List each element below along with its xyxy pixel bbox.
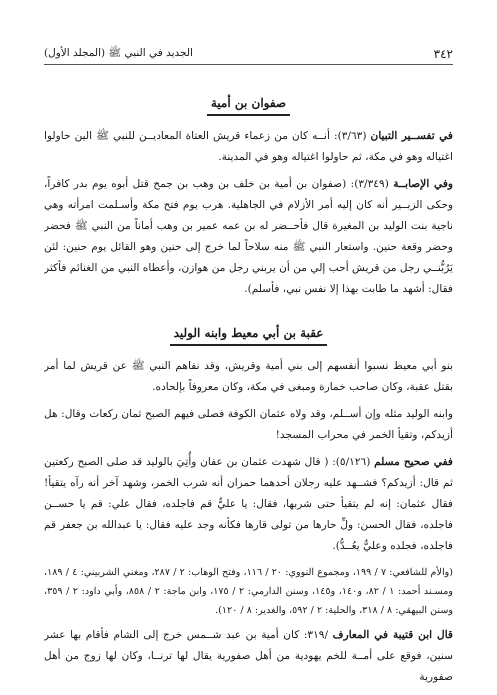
page-body [44,70,453,685]
paragraph [44,625,453,685]
page-number: ٣٤٢ [433,47,453,61]
section-heading [44,322,453,346]
paragraph-lead: في تفســير التبيان [370,130,453,142]
paragraph-text: بنو أبي معيط نسبوا أنفسهم إلى بني أمية وقريش، وقد نفاهم النبي ﷺ عن قريش لما أمر بقتل عقبة، وكان صاحب خمارة ومبغى في مكة، وكان معروفاً بإلحاده. [44,360,453,393]
section-title: صفوان بن أمية [207,96,290,116]
references-paragraph [44,563,453,620]
book-title: الجديد في النبي ﷺ (المجلد الأول) [44,46,193,59]
references-text: (والأم للشافعي: ٧ / ١٩٩، ومجموع النووي: ٢٠ / ١١٦، وفتح الوهاب: ٢ / ٢٨٧، ومغني الشربيني: ٤ / ١٨٩، ومسـند أحمد: ١ / ٨٢، و١٤٠، و١٤٥، وسنن الدارمي: ٢ / ١٧٥، وابن ماجة: ٢ / ٨٥٨، وأبي داود: ٢ / ٣٥٩، وسنن البيهقي: ٨ / ٣١٨، والحلية: ٢ / ٥٩٢، والغدير: ٨ / ١٢٠). [44,567,453,616]
paragraph [44,126,453,168]
section-heading [44,92,453,116]
paragraph-lead: قال ابن قتيبة في المعارف [332,629,453,641]
paragraph-text: /٣١٩: كان أمية بن عبد شــمس خرج إلى الشام فأقام بها عشر سنين، فوقع على أمــة للخم يهودية من أهل صفورية يقال لها ترنــا، وكان لها زوج من أهل صفورية [44,629,453,683]
paragraph-lead: وفي الإصابــة [393,178,453,190]
paragraph-text: وابنه الوليد مثله وإن أســلم، وقد ولاه عثمان الكوفة فصلى فيهم الصبح ثمان ركعات وقال: هل أزيدكم، وتقيأ الخمر في محراب المسجد! [44,408,453,441]
paragraph-text: (٣/٣٤٩): (صفوان بن أمية بن خلف بن وهب بن جمح قتل أبوه يوم بدر كافراً، وحكى الزبــير أنه كان إليه أمر الأزلام في الجاهلية. هرب يوم فتح مكة وأسـلمت امرأته وهي ناجية بنت الوليد بن المغيرة قال فأحــضر له بن عمه عمير بن وهب أماناً من النبي ﷺ فحضر وحضر وقعة حنين. واستعار النبي ﷺ منه سلاحاً لما خرج إلى حنين وهو القائل يوم حنين: لئن يَرُبُّنــي رجل من قريش أحب إلي من أن يربني رجل من هوازن، وأعطاه النبي من الغنائم فأكثر فقال: أشهد ما طابت بهذا إلا نفس نبي، فأسلم). [44,178,453,295]
running-header [44,44,453,65]
paragraph-lead: ففي صحيح مسلم [374,456,453,468]
section-title: عقبة بن أبي معيط وابنه الوليد [170,326,328,346]
paragraph-text: (٥/١٢٦): ( قال شهدت عثمان بن عفان وأُتِيَ بالوليد قد صلى الصبح ركعتين ثم قال: أزيدكم؟ فشــهد عليه رجلان أحدهما حمران أنه شرب الخمر، وشهد آخر أنه رآه يتقيأ! فقال عثمان: إنه لم يتقيأ حتى شربها، فقال: يا عليُّ قم فاجلده، فقال علي: قم يا حســن فاجلده، فقال الحسن: ولِّ حارها من تولى قارها فكأنه وجد عليه فقال: يا عبدالله بن جعفر قم فاجلده، فجلده وعليٌّ يعُــدُّ). [44,456,453,552]
paragraph [44,356,453,398]
paragraph-text: (٣/٦٣): أنــه كان من زعماء قريش العتاة المعاديــن للنبي ﷺ الين حاولوا اغتياله وهو في مكة، ثم حاولوا اغتياله وهو في المدينة. [44,130,453,163]
paragraph [44,174,453,300]
paragraph [44,452,453,557]
paragraph [44,404,453,446]
